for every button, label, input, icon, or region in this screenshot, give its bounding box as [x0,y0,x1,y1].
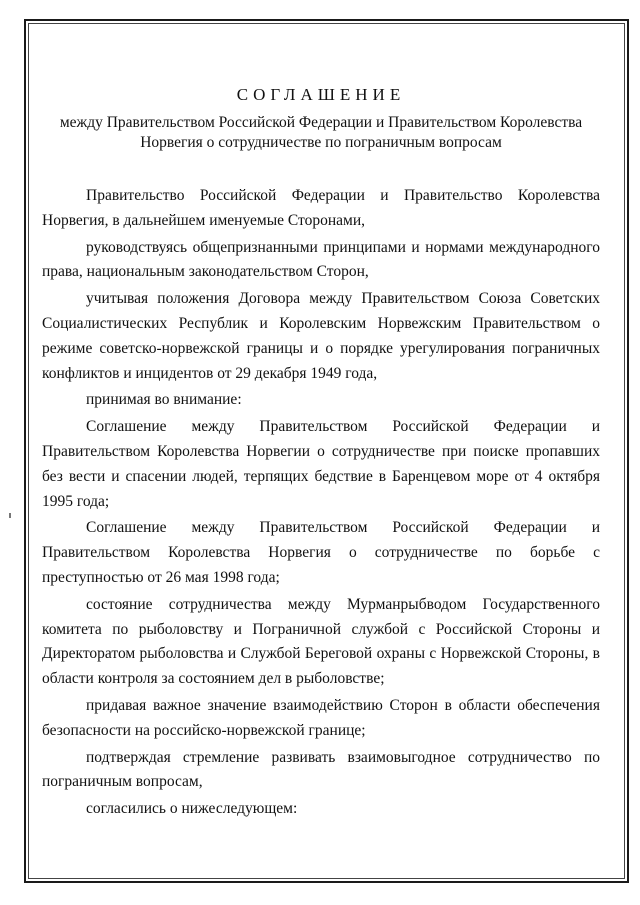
paragraph-agreement-1998: Соглашение между Правительством Российской Федерации и Правительством Королевства Норвегия о сотрудничестве по борьбе с преступностью от 26 мая 1998 года; [42,519,600,586]
paragraph-agreed: согласились о нижеследующем: [86,800,298,818]
subtitle-line-1: между Правительством Российской Федерации и Правительством Королевства [59,114,583,131]
document-body [42,84,600,824]
paragraph-parties: Правительство Российской Федерации и Правительство Королевства Норвегия, в дальнейшем именуемые Сторонами, [42,187,600,229]
paragraph-taking-into-account: принимая во внимание: [86,391,242,409]
scan-artifact [9,513,11,518]
paragraph-confirming-aspiration: подтверждая стремление развивать взаимовыгодное сотрудничество по пограничным вопросам, [42,748,600,791]
subtitle-line-2: Норвегия о сотрудничестве по пограничным вопросам [140,134,502,151]
paragraph-considering-treaty: учитывая положения Договора между Правительством Союза Советских Социалистических Республик и Королевским Норвежским Правительством о режиме советско-норвежской границы и о порядке урегулирования пограничных конфликтов и инцидентов от 29 декабря 1949 года, [42,290,600,382]
document-subtitle [42,113,600,153]
paragraph-attaching-importance: придавая важное значение взаимодействию Сторон в области обеспечения безопасности на российско-норвежской границе; [42,696,600,739]
document-title: СОГЛАШЕНИЕ [236,85,406,104]
paragraph-cooperation-state: состояние сотрудничества между Мурманрыбводом Государственного комитета по рыболовству и Пограничной службой с Российской Стороны и Директоратом рыболовства и Службой Береговой охраны с Норвежской Стороны, в области контроля за состоянием дел в рыболовстве; [42,595,600,688]
paragraph-agreement-1995: Соглашение между Правительством Российской Федерации и Правительством Королевства Норвегии о сотрудничестве при поиске пропавших без вести и спасении людей, терпящих бедствие в Баренцевом море от 4 октября 1995 года; [42,418,600,510]
paragraph-guided-by: руководствуясь общепризнанными принципами и нормами международного права, национальным законодательством Сторон, [42,238,600,281]
